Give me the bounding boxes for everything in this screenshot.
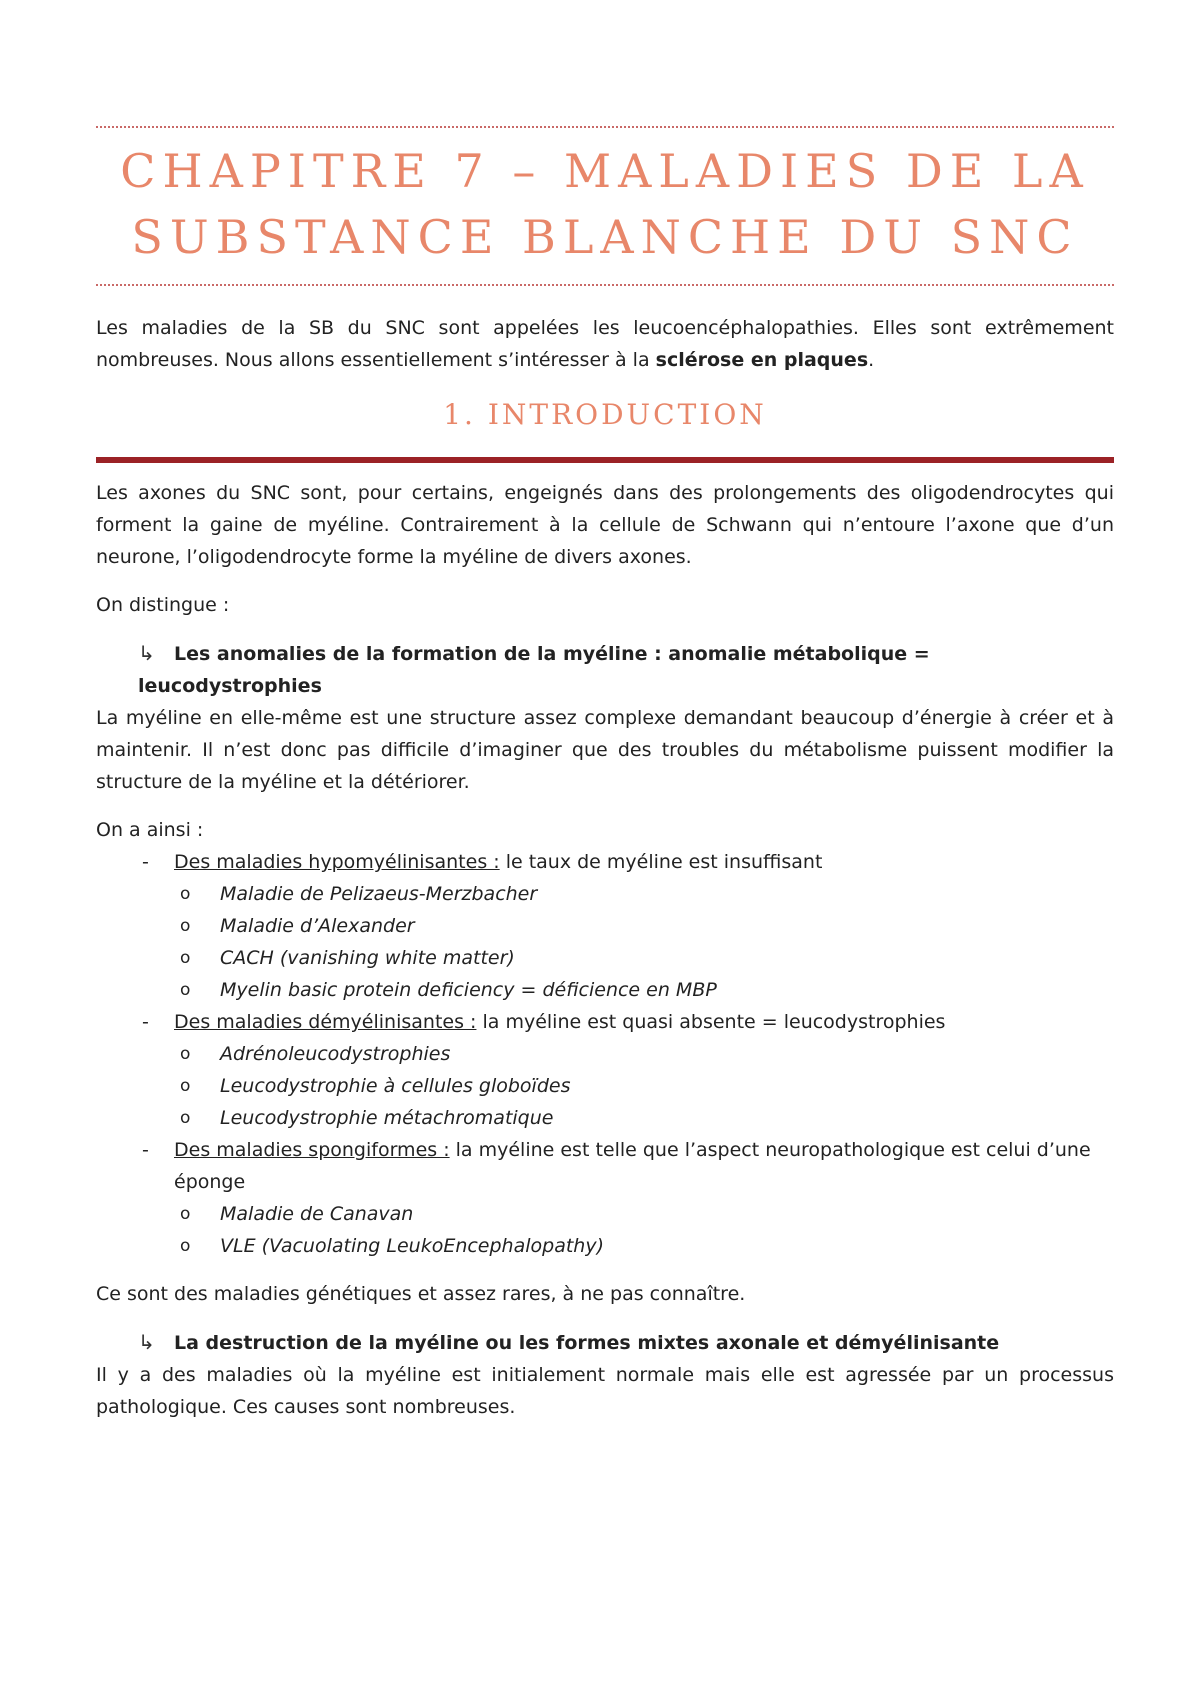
subheading-formation-anomalies	[96, 637, 1114, 702]
list-item	[96, 1006, 1114, 1038]
group-desc: la myéline est telle que l’aspect neuropathologique est celui d’une éponge	[174, 1139, 1091, 1194]
section-paragraph: Les axones du SNC sont, pour certains, engeignés dans des prolongements des oligodendrocytes qui forment la gaine de myéline. Contrairement à la cellule de Schwann qui n’entoure l’axone que d’un neurone, l’oligodendrocyte forme la myéline de divers axones.	[96, 482, 1114, 569]
dash-marker: -	[142, 1139, 149, 1162]
bullet-marker: o	[180, 916, 191, 937]
subheading-destruction	[96, 1326, 1114, 1359]
subitem-text: Maladie d’Alexander	[220, 915, 415, 938]
subitem-text: Myelin basic protein deficiency = déficience en MBP	[220, 979, 717, 1002]
distinguish-line: On distingue :	[96, 594, 230, 617]
intro-text-end: .	[868, 349, 875, 371]
subitem-text: Maladie de Pelizaeus-Merzbacher	[220, 883, 538, 906]
bullet-marker: o	[180, 884, 191, 905]
title-bottom-rule	[96, 284, 1114, 286]
list-subitem	[96, 1198, 1114, 1230]
list-subitem	[96, 1038, 1114, 1070]
chapter-title-line1: CHAPITRE 7 – MALADIES DE LA	[120, 144, 1090, 198]
chapter-title-line2: SUBSTANCE BLANCHE DU SNC	[131, 210, 1079, 264]
bullet-marker: o	[180, 1044, 191, 1065]
chapter-title	[96, 138, 1114, 270]
dash-marker: -	[142, 851, 149, 874]
bullet-marker: o	[180, 1204, 191, 1225]
intro-text: Les maladies de la SB du SNC sont appelées les leucoencéphalopathies. Elles sont extrêmement nombreuses. Nous allons essentiellement s’intéresser à la	[96, 317, 1114, 371]
subitem-text: VLE (Vacuolating LeukoEncephalopathy)	[220, 1235, 604, 1258]
turn-right-arrow-icon: ↳	[138, 641, 155, 666]
subitem-text: Leucodystrophie métachromatique	[220, 1107, 554, 1130]
intro-bold-term: sclérose en plaques	[655, 349, 869, 371]
bullet-marker: o	[180, 1076, 191, 1097]
myelin-paragraph: La myéline en elle-même est une structure assez complexe demandant beaucoup d’énergie à créer et à maintenir. Il n’est donc pas difficile d’imaginer que des troubles du métabolisme puissent modifier la structure de la myéline et la détériorer.	[96, 707, 1114, 794]
group-label: Des maladies démyélinisantes :	[174, 1011, 477, 1034]
list-subitem	[96, 974, 1114, 1006]
section-heading-introduction: 1. INTRODUCTION	[443, 398, 767, 431]
subheading-text: La destruction de la myéline ou les formes mixtes axonale et démyélinisante	[174, 1332, 1000, 1355]
list-subitem	[96, 910, 1114, 942]
bullet-marker: o	[180, 948, 191, 969]
destruction-paragraph: Il y a des maladies où la myéline est initialement normale mais elle est agressée par un processus pathologique. Ces causes sont nombreuses.	[96, 1364, 1114, 1419]
title-top-rule	[96, 126, 1114, 128]
list-subitem	[96, 1102, 1114, 1134]
bullet-marker: o	[180, 1236, 191, 1257]
list-item	[96, 846, 1114, 878]
group-desc: la myéline est quasi absente = leucodystrophies	[476, 1011, 946, 1034]
group-label: Des maladies hypomyélinisantes :	[174, 851, 500, 874]
turn-right-arrow-icon: ↳	[138, 1330, 155, 1355]
group-desc: le taux de myéline est insuffisant	[499, 851, 823, 874]
list-subitem	[96, 942, 1114, 974]
subitem-text: Maladie de Canavan	[220, 1203, 414, 1226]
bullet-marker: o	[180, 1108, 191, 1129]
list-item	[96, 1134, 1114, 1198]
subitem-text: CACH (vanishing white matter)	[220, 947, 515, 970]
subheading-text: Les anomalies de la formation de la myéline : anomalie métabolique = leucodystrophies	[138, 643, 930, 698]
subitem-text: Adrénoleucodystrophies	[220, 1043, 451, 1066]
group-label: Des maladies spongiformes :	[174, 1139, 450, 1162]
intro-paragraph	[96, 312, 1114, 376]
ainsi-line: On a ainsi :	[96, 819, 204, 842]
list-subitem	[96, 1230, 1114, 1262]
subitem-text: Leucodystrophie à cellules globoïdes	[220, 1075, 571, 1098]
list-subitem	[96, 1070, 1114, 1102]
document-page	[96, 0, 1114, 1423]
bullet-marker: o	[180, 980, 191, 1001]
closing-line: Ce sont des maladies génétiques et assez rares, à ne pas connaître.	[96, 1283, 746, 1306]
dash-marker: -	[142, 1011, 149, 1034]
section-heading-rule	[96, 457, 1114, 463]
list-subitem	[96, 878, 1114, 910]
